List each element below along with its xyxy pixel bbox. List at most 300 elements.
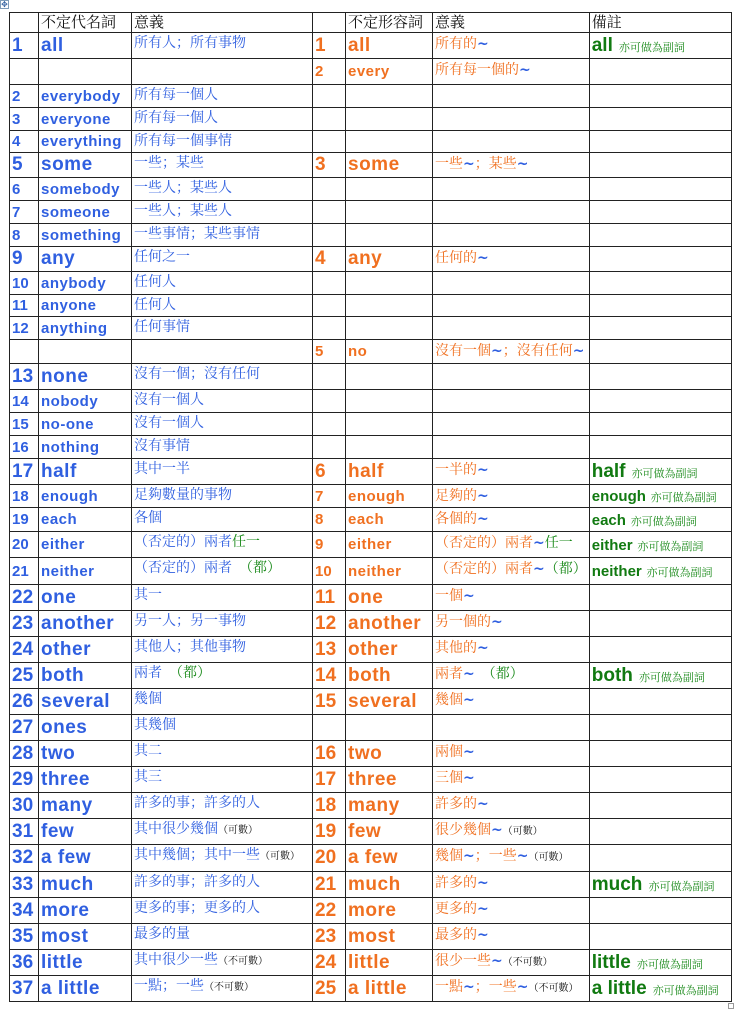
adjective-meaning [433,924,590,950]
pronoun-number: 10 [10,272,39,295]
adjective-meaning [433,663,590,689]
adjective-meaning-note: （都） [474,666,524,682]
tilde-placeholder: ~ [463,692,475,708]
pronoun-meaning-note: （都） [176,665,211,681]
adjective-word: most [346,924,433,950]
table-row [10,436,732,459]
pronoun-meaning [132,558,313,585]
adjective-meaning [433,767,590,793]
table-row [10,976,732,1002]
table-body [10,33,732,1002]
note-cell [589,108,731,131]
adjective-meaning [433,295,590,317]
pronoun-meaning-text: 其他人；其他事物 [134,639,246,655]
tilde-placeholder: ~ [491,822,503,838]
pronoun-meaning [132,178,313,201]
pronoun-word: half [39,459,132,485]
tilde-placeholder: ~ [491,953,503,969]
adjective-word [346,272,433,295]
table-row [10,413,732,436]
adjective-number: 13 [313,637,346,663]
table-row [10,317,732,340]
note-cell [589,340,731,364]
adjective-word: other [346,637,433,663]
adjective-number [313,224,346,247]
tilde-placeholder: ~ [491,343,503,359]
adjective-number: 3 [313,153,346,178]
pronoun-meaning [132,201,313,224]
pronoun-number: 31 [10,819,39,845]
adjective-word: more [346,898,433,924]
adjective-word: few [346,819,433,845]
adjective-meaning [433,317,590,340]
header-adjective-meaning: 意義 [433,13,590,33]
pronoun-word: both [39,663,132,689]
tilde-placeholder: ~ [463,770,475,786]
note-cell [589,178,731,201]
pronoun-meaning [132,247,313,272]
tilde-placeholder: ~ [477,927,489,943]
table-row [10,689,732,715]
pronoun-number: 21 [10,558,39,585]
adverb-note: 亦可做為副詞 [618,41,685,54]
pronoun-word: enough [39,485,132,508]
countability-note: （不可數） [218,956,268,967]
adjective-word: a few [346,845,433,872]
indefinite-words-table [9,12,732,1002]
countability-note: （可數） [502,826,543,837]
countability-note: （可數） [528,852,569,863]
adverb-word: much [591,874,643,895]
adjective-number [313,413,346,436]
pronoun-meaning [132,532,313,558]
pronoun-meaning [132,976,313,1002]
pronoun-meaning-text: （否定的）兩者 [134,534,232,550]
countability-note: （不可數） [204,982,254,993]
pronoun-meaning-text: 其中幾個；其中一些 [134,847,260,863]
adverb-word: enough [591,488,646,505]
tilde-placeholder: ~ [477,250,489,266]
header-indefinite-pronoun: 不定代名詞 [39,13,132,33]
pronoun-number: 37 [10,976,39,1002]
adverb-word: neither [591,563,642,580]
adjective-number: 9 [313,532,346,558]
adjective-number: 25 [313,976,346,1002]
adjective-word: each [346,508,433,532]
adjective-meaning-text: 一半的 [435,462,477,478]
table-row [10,663,732,689]
pronoun-meaning-text: 一些人；某些人 [134,203,232,219]
pronoun-number: 16 [10,436,39,459]
adjective-meaning [433,611,590,637]
tilde-placeholder: ~ [516,156,529,172]
pronoun-meaning [132,637,313,663]
pronoun-meaning-text: 各個 [134,510,162,526]
pronoun-meaning [132,364,313,390]
adjective-meaning [433,59,590,85]
pronoun-number: 27 [10,715,39,741]
note-cell [589,611,731,637]
table-resize-handle[interactable] [728,1003,734,1009]
pronoun-meaning-text: 任何事情 [134,319,190,335]
adjective-meaning-text: 另一個的 [435,614,491,630]
header-row [10,13,732,33]
adverb-note: 亦可做為副詞 [650,491,717,504]
pronoun-word: much [39,872,132,898]
pronoun-word: two [39,741,132,767]
pronoun-number: 3 [10,108,39,131]
pronoun-meaning [132,715,313,741]
pronoun-word [39,340,132,364]
adjective-meaning [433,872,590,898]
note-cell [589,436,731,459]
table-row [10,793,732,819]
adjective-meaning-text: ；一些 [474,979,517,995]
adjective-number [313,295,346,317]
table-row [10,715,732,741]
pronoun-meaning [132,819,313,845]
pronoun-meaning-text: 一點；一些 [134,978,204,994]
adjective-meaning-text: 很少幾個 [435,822,491,838]
table-row [10,59,732,85]
adjective-number [313,201,346,224]
pronoun-meaning-text: 所有每一個人 [134,110,218,126]
adjective-word: any [346,247,433,272]
pronoun-meaning [132,459,313,485]
note-cell [589,793,731,819]
pronoun-word: anybody [39,272,132,295]
pronoun-meaning [132,924,313,950]
adjective-word: much [346,872,433,898]
pronoun-word: any [39,247,132,272]
adjective-word [346,317,433,340]
adjective-meaning [433,108,590,131]
adverb-word: little [591,952,631,973]
adjective-number [313,272,346,295]
adjective-meaning [433,436,590,459]
note-cell [589,715,731,741]
adjective-word: three [346,767,433,793]
adjective-number: 19 [313,819,346,845]
pronoun-meaning [132,390,313,413]
pronoun-number: 1 [10,33,39,59]
pronoun-number: 33 [10,872,39,898]
pronoun-meaning-text: 所有每一個事情 [134,133,232,149]
adverb-note: 亦可做為副詞 [637,539,704,553]
tilde-placeholder: ~ [463,666,475,682]
table-row [10,85,732,108]
pronoun-meaning-text: 其中一半 [134,461,190,477]
pronoun-number [10,59,39,85]
pronoun-meaning [132,689,313,715]
pronoun-meaning-text: 所有每一個人 [134,87,218,103]
adjective-meaning [433,793,590,819]
table-row [10,898,732,924]
adjective-number [313,317,346,340]
table-row [10,819,732,845]
adjective-meaning-text: 兩個 [435,744,463,760]
note-cell [589,924,731,950]
note-cell [589,741,731,767]
note-cell [589,413,731,436]
pronoun-number [10,340,39,364]
pronoun-number: 12 [10,317,39,340]
pronoun-meaning [132,793,313,819]
tilde-placeholder: ~ [477,36,489,52]
header-pronoun-meaning: 意義 [132,13,313,33]
adjective-number: 17 [313,767,346,793]
adjective-number: 18 [313,793,346,819]
pronoun-word: some [39,153,132,178]
adverb-note: 亦可做為副詞 [648,880,715,893]
tilde-placeholder: ~ [516,979,529,995]
pronoun-word: anything [39,317,132,340]
pronoun-meaning [132,741,313,767]
table-row [10,295,732,317]
table-row [10,390,732,413]
pronoun-word: many [39,793,132,819]
adjective-meaning-text: 各個的 [435,511,477,527]
adjective-meaning-text: 沒有一個 [435,343,491,359]
adverb-word: a little [591,978,647,999]
adjective-meaning-text: 幾個 [435,692,463,708]
pronoun-meaning-text: 沒有一個人 [134,415,204,431]
note-cell [589,295,731,317]
pronoun-number: 6 [10,178,39,201]
pronoun-number: 8 [10,224,39,247]
adjective-meaning-text: 三個 [435,770,463,786]
table-row [10,364,732,390]
pronoun-meaning-text: 其中很少一些 [134,952,218,968]
tilde-placeholder: ~ [519,62,531,78]
adjective-word [346,390,433,413]
tilde-placeholder: ~ [477,901,489,917]
header-indefinite-adjective: 不定形容詞 [346,13,433,33]
note-cell [589,637,731,663]
adjective-meaning [433,201,590,224]
pronoun-number: 24 [10,637,39,663]
pronoun-number: 15 [10,413,39,436]
adjective-number: 4 [313,247,346,272]
pronoun-word: someone [39,201,132,224]
note-cell [589,485,731,508]
pronoun-meaning-text: （否定的）兩者 [134,560,246,576]
adjective-meaning [433,689,590,715]
adjective-meaning-text: 一點 [435,979,463,995]
note-cell [589,976,731,1002]
tilde-placeholder: ~ [477,640,489,656]
pronoun-number: 34 [10,898,39,924]
note-cell [589,201,731,224]
pronoun-word: three [39,767,132,793]
adjective-number [313,390,346,413]
pronoun-meaning-text: 任何人 [134,274,176,290]
pronoun-word: everybody [39,85,132,108]
pronoun-word: nothing [39,436,132,459]
adjective-meaning [433,741,590,767]
pronoun-meaning-text: 任何人 [134,297,176,313]
pronoun-word: either [39,532,132,558]
table-move-handle-icon[interactable]: ✥ [1,0,8,9]
table-row [10,767,732,793]
header-note: 備註 [589,13,731,33]
pronoun-word: a little [39,976,132,1002]
adjective-word [346,108,433,131]
pronoun-number: 29 [10,767,39,793]
adjective-number: 6 [313,459,346,485]
adverb-note: 亦可做為副詞 [652,984,719,997]
pronoun-number: 2 [10,85,39,108]
adjective-meaning-text: ；某些 [474,156,517,172]
adjective-meaning-text: （否定的）兩者 [435,535,533,551]
tilde-placeholder: ~ [491,614,503,630]
pronoun-meaning [132,845,313,872]
pronoun-word: something [39,224,132,247]
pronoun-meaning-text: 最多的量 [134,926,190,942]
adjective-word: several [346,689,433,715]
table-row [10,845,732,872]
table-row [10,508,732,532]
pronoun-number: 11 [10,295,39,317]
pronoun-number: 22 [10,585,39,611]
adjective-meaning-text: 一個 [435,588,463,604]
adjective-meaning [433,898,590,924]
pronoun-meaning-text: 兩者 [134,665,176,681]
pronoun-number: 18 [10,485,39,508]
pronoun-meaning-text: 沒有一個；沒有任何 [134,366,260,382]
adjective-meaning-text: 所有每一個的 [435,62,519,78]
adjective-word [346,224,433,247]
adjective-meaning [433,131,590,153]
adjective-word: all [346,33,433,59]
pronoun-meaning-text: 所有人；所有事物 [134,35,246,51]
pronoun-meaning [132,950,313,976]
pronoun-meaning-text: 一些人；某些人 [134,180,232,196]
adjective-meaning [433,637,590,663]
pronoun-number: 36 [10,950,39,976]
table-row [10,558,732,585]
pronoun-meaning-text: 一些事情；某些事情 [134,226,260,242]
note-cell [589,131,731,153]
pronoun-meaning [132,508,313,532]
countability-note: （不可數） [528,983,579,994]
adjective-number [313,131,346,153]
pronoun-meaning-text: 許多的事；許多的人 [134,874,260,890]
adjective-meaning [433,153,590,178]
pronoun-meaning [132,611,313,637]
adjective-meaning [433,558,590,585]
tilde-placeholder: ~ [477,796,489,812]
adjective-word [346,715,433,741]
adjective-number: 15 [313,689,346,715]
adjective-meaning [433,508,590,532]
pronoun-meaning [132,131,313,153]
tilde-placeholder: ~ [477,511,489,527]
pronoun-number: 9 [10,247,39,272]
adjective-word [346,201,433,224]
adverb-note: 亦可做為副詞 [646,566,713,579]
adjective-word: a little [346,976,433,1002]
pronoun-word: each [39,508,132,532]
pronoun-meaning [132,85,313,108]
adjective-number [313,436,346,459]
note-cell [589,508,731,532]
table-row [10,872,732,898]
adjective-number: 2 [313,59,346,85]
adjective-word [346,131,433,153]
note-cell [589,459,731,485]
table-row [10,637,732,663]
adjective-word: no [346,340,433,364]
table-row [10,131,732,153]
table-row [10,585,732,611]
adjective-word: many [346,793,433,819]
pronoun-meaning [132,295,313,317]
adjective-number: 7 [313,485,346,508]
pronoun-meaning-text: 許多的事；許多的人 [134,795,260,811]
pronoun-meaning [132,585,313,611]
tilde-placeholder: ~ [463,979,475,995]
pronoun-meaning [132,317,313,340]
adjective-number: 20 [313,845,346,872]
pronoun-word: nobody [39,390,132,413]
tilde-placeholder: ~ [477,462,489,478]
note-cell [589,898,731,924]
pronoun-meaning [132,33,313,59]
note-cell [589,153,731,178]
pronoun-word: all [39,33,132,59]
pronoun-word: neither [39,558,132,585]
table-row [10,532,732,558]
pronoun-number: 14 [10,390,39,413]
adverb-word: half [591,461,626,482]
adjective-meaning [433,950,590,976]
table-row [10,153,732,178]
pronoun-meaning-text: 另一人；另一事物 [134,613,246,629]
pronoun-meaning-text: 沒有事情 [134,438,190,454]
note-cell [589,767,731,793]
note-cell [589,33,731,59]
tilde-placeholder: ~ [533,561,545,577]
note-cell [589,85,731,108]
note-cell [589,872,731,898]
pronoun-meaning-text: 其幾個 [134,717,176,733]
adjective-word: enough [346,485,433,508]
pronoun-word: more [39,898,132,924]
pronoun-number: 13 [10,364,39,390]
adjective-meaning-text: 所有的 [435,36,477,52]
adverb-note: 亦可做為副詞 [636,958,703,971]
pronoun-number: 23 [10,611,39,637]
note-cell [589,689,731,715]
pronoun-meaning-note: 任一 [232,534,260,550]
adjective-number: 24 [313,950,346,976]
pronoun-meaning-text: 幾個 [134,691,162,707]
adjective-meaning [433,532,590,558]
pronoun-number: 25 [10,663,39,689]
pronoun-number: 20 [10,532,39,558]
adjective-number: 8 [313,508,346,532]
adjective-word: some [346,153,433,178]
adjective-meaning [433,33,590,59]
adverb-word: both [591,665,633,686]
adjective-meaning-note: 任一 [544,535,573,551]
pronoun-word: everything [39,131,132,153]
adjective-meaning [433,485,590,508]
adjective-word [346,85,433,108]
tilde-placeholder: ~ [463,848,475,864]
adjective-number [313,715,346,741]
